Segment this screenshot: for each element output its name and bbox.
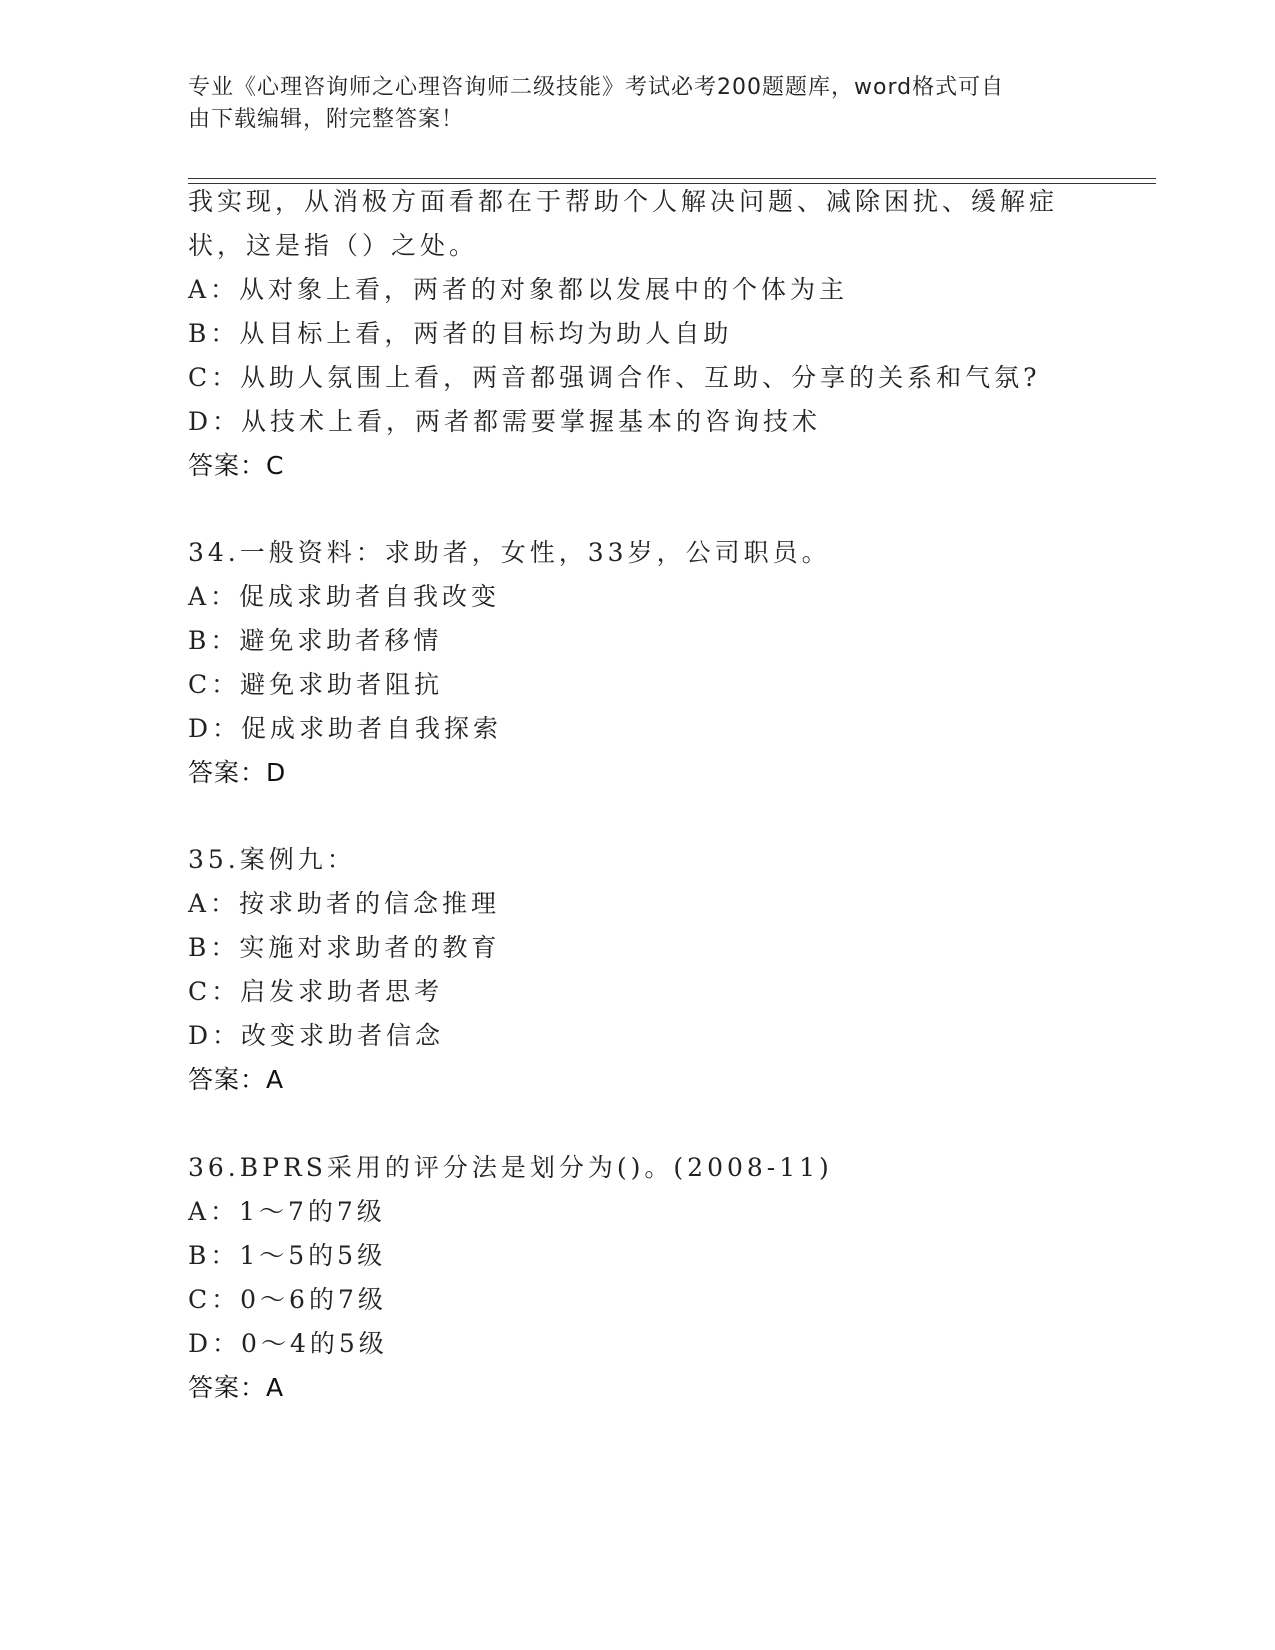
question-stem: 36.BPRS采用的评分法是划分为()。(2008-11) <box>188 1153 833 1182</box>
option-c: C：从助人氛围上看，两音都强调合作、互助、分享的关系和气氛? <box>188 363 1041 392</box>
option-d: D：改变求助者信念 <box>188 1021 445 1050</box>
option-b: B：从目标上看，两者的目标均为助人自助 <box>188 319 733 348</box>
option-a: A：促成求助者自我改变 <box>188 582 501 611</box>
option-c: C：启发求助者思考 <box>188 977 444 1006</box>
option-d: D：0～4的5级 <box>188 1329 388 1358</box>
answer-label: 答案：A <box>188 1065 285 1094</box>
option-b: B：1～5的5级 <box>188 1241 387 1270</box>
header-title-line-1: 专业《心理咨询师之心理咨询师二级技能》考试必考200题题库，word格式可自 <box>188 75 1005 100</box>
option-a: A：按求助者的信念推理 <box>188 889 501 918</box>
option-a: A：从对象上看，两者的对象都以发展中的个体为主 <box>188 275 849 304</box>
answer-label: 答案：C <box>188 451 285 480</box>
option-d: D：从技术上看，两者都需要掌握基本的咨询技术 <box>188 407 822 436</box>
answer-label: 答案：D <box>188 758 287 787</box>
option-d: D：促成求助者自我探索 <box>188 714 503 743</box>
header-title-line-2: 由下载编辑，附完整答案！ <box>188 107 465 132</box>
question-stem: 35.案例九： <box>188 845 356 874</box>
answer-label: 答案：A <box>188 1373 285 1402</box>
option-c: C：0～6的7级 <box>188 1285 387 1314</box>
option-a: A：1～7的7级 <box>188 1197 386 1226</box>
question-stem-continued: 我实现，从消极方面看都在于帮助个人解决问题、减除困扰、缓解症 <box>188 187 1059 216</box>
option-c: C：避免求助者阻抗 <box>188 670 444 699</box>
question-stem-continued: 状，这是指（）之处。 <box>188 231 479 260</box>
document-header <box>188 72 1068 136</box>
option-b: B：实施对求助者的教育 <box>188 933 501 962</box>
question-stem: 34.一般资料：求助者，女性，33岁，公司职员。 <box>188 538 831 567</box>
option-b: B：避免求助者移情 <box>188 626 443 655</box>
header-divider-top <box>188 178 1156 179</box>
